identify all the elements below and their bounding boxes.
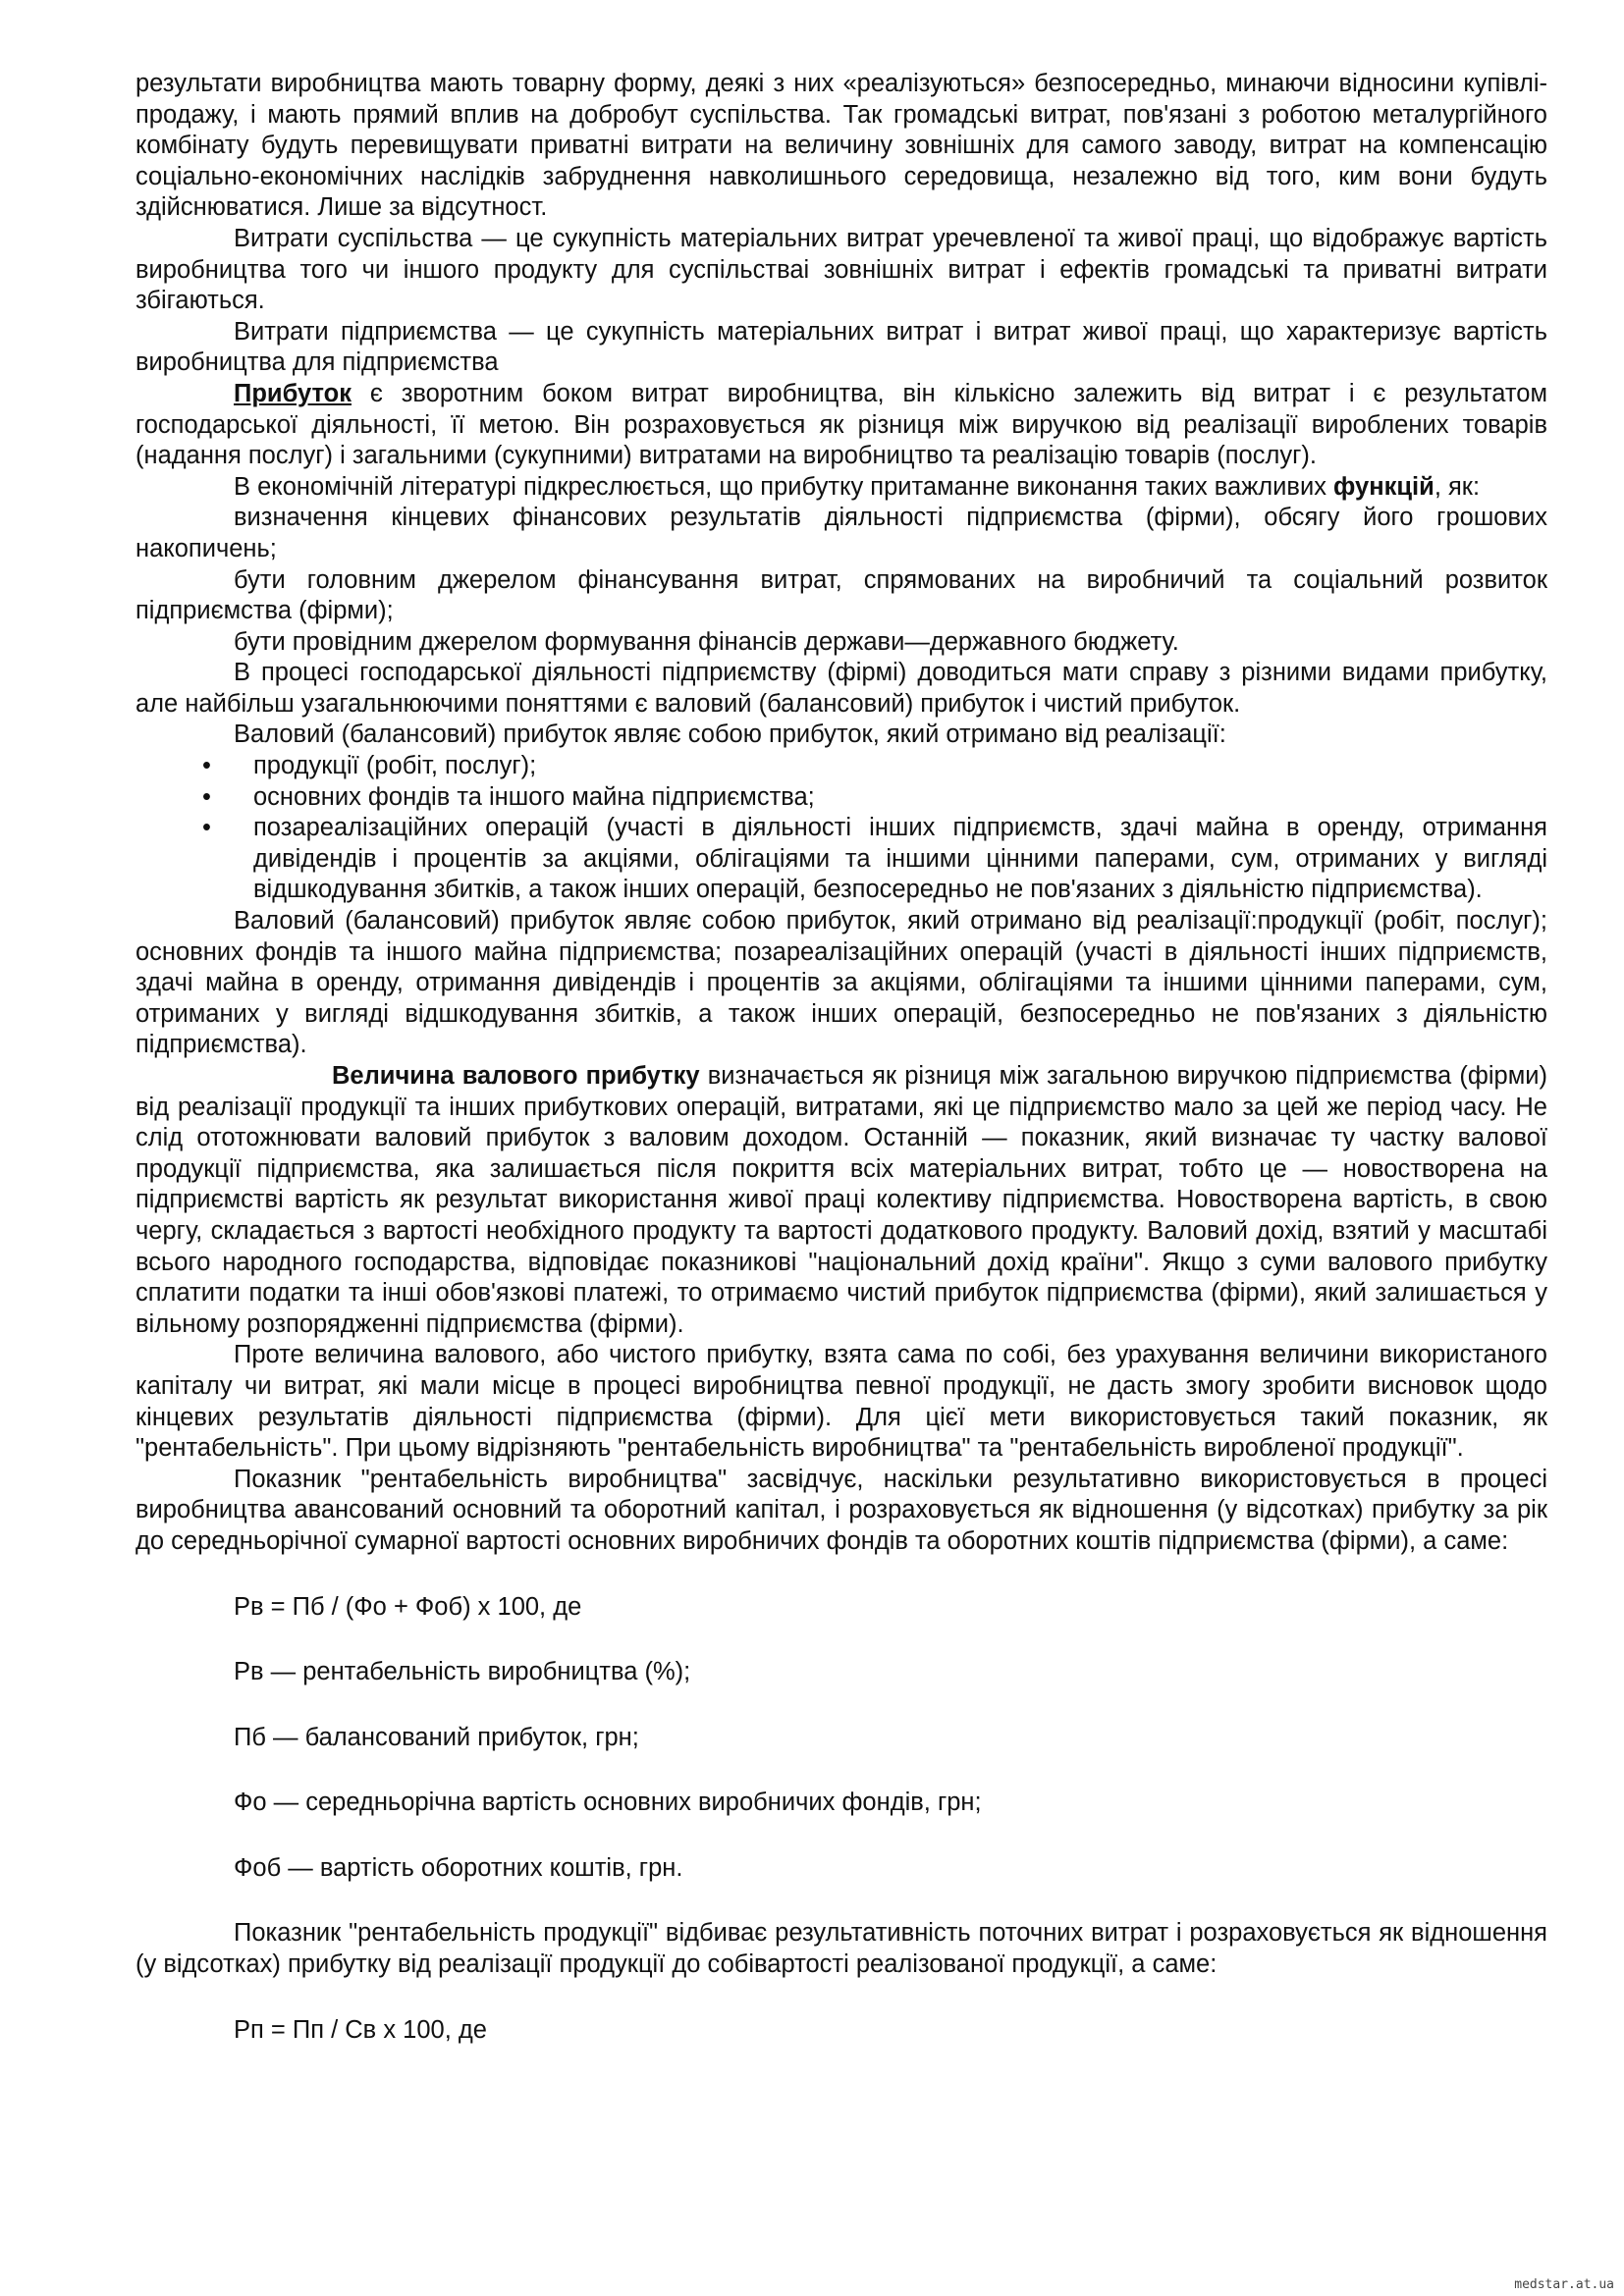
functions-intro-text: В економічній літературі підкреслюється, що прибутку притаманне виконання таких важливих: [234, 472, 1334, 501]
paragraph-society-costs: Витрати суспільства — це сукупність матеріальних витрат уречевленої та живої праці, що відображує вартість виробництва того чи іншого продукту для суспільстваі зовнішніх витрат і ефектів громадські та приватні витрати збігаються.: [135, 224, 1547, 315]
formula-def-fob: Фоб — вартість оборотних коштів, грн.: [234, 1853, 683, 1882]
bullet-icon: •: [202, 752, 211, 780]
paragraph-gross-profit-repeat: Валовий (балансовий) прибуток являє собою прибуток, який отримано від реалізації:продукції (робіт, послуг); основних фондів та іншого майна підприємства; позареалізаційних операцій (участі в діяльності інших підприємств, здачі майна в оренду, отримання дивідендів і процентів за акціями, облігаціями та іншими цінними паперами, сум, отриманих у вигляді відшкодування збитків, а також інших операцій, безпосередньо не пов'язаних з діяльністю підприємства).: [135, 907, 1547, 1059]
spacer: [135, 1558, 1547, 1592]
function-item-3: бути провідним джерелом формування фінансів держави—державного бюджету.: [234, 627, 1179, 656]
list-item: [135, 813, 1547, 906]
function-item-2: бути головним джерелом фінансування витрат, спрямованих на виробничий та соціальний розвиток підприємства (фірми);: [135, 565, 1547, 625]
gross-profit-value-text: визначається як різниця між загальною виручкою підприємства (фірми) від реалізації продукції та інших прибуткових операцій, витратами, які це підприємство мало за цей же період часу. Не слід ототожнювати валовий прибуток з валовим доходом. Останній — показник, який визначає ту частку валової продукції підприємства, яка залишається після покриття всіх матеріальних витрат, тобто це — новостворена на підприємстві вартість як результат використання живої праці колективу підприємства. Новостворена вартість, в свою чергу, складається з вартості необхідного продукту та вартості додаткового продукту. Валовий дохід, взятий у масштабі всього народного господарства, відповідає показникові "національний дохід країни". Якщо з суми валового прибутку сплатити податки та інші обов'язкові платежі, то отримаємо чистий прибуток підприємства (фірми), який залишається у вільному розпорядженні підприємства (фірми).: [135, 1062, 1547, 1338]
spacer: [135, 1884, 1547, 1918]
list-item-text: позареалізаційних операцій (участі в діяльності інших підприємств, здачі майна в оренду, отримання дивідендів і процентів за акціями, облігаціями та іншими цінними паперами, сум, отриманих у вигляді відшкодування збитків, а також інших операцій, безпосередньо не пов'язаних з діяльністю підприємства).: [253, 814, 1547, 904]
paragraph-gross-profit-value: [135, 1061, 1547, 1340]
term-gross-profit-value: Величина валового прибутку: [332, 1062, 700, 1090]
spacer: [135, 1753, 1547, 1788]
spacer: [135, 1623, 1547, 1657]
list-item-text: продукції (робіт, послуг);: [253, 752, 537, 780]
formula-def-pb: Пб — балансований прибуток, грн;: [234, 1723, 639, 1751]
watermark: medstar.at.ua: [1514, 2277, 1614, 2292]
paragraph-gross-profit-intro: Валовий (балансовий) прибуток являє собою прибуток, який отримано від реалізації:: [234, 721, 1226, 749]
formula-def-rv: Рв — рентабельність виробництва (%);: [234, 1658, 691, 1686]
spacer: [135, 1688, 1547, 1723]
bullet-icon: •: [202, 814, 211, 842]
formula-product-profitability: Рп = Пп / Св х 100, де: [234, 2015, 487, 2044]
functions-intro-end: , як:: [1434, 472, 1481, 501]
bullet-icon: •: [202, 782, 211, 811]
list-item: [135, 782, 1547, 814]
list-item: [135, 751, 1547, 782]
spacer: [135, 1981, 1547, 2015]
term-functions: функцій: [1333, 472, 1435, 501]
formula-production-profitability: Рв = Пб / (Фо + Фоб) х 100, де: [234, 1592, 582, 1621]
paragraph-profitability-intro: Проте величина валового, або чистого прибутку, взята сама по собі, без урахування величини використаного капіталу чи витрат, які мали місце в процесі виробництва певної продукції, не дасть змогу зробити висновок щодо кінцевих результатів діяльності підприємства (фірми). Для цієї мети використовується такий показник, як "рентабельність". При цьому відрізняють "рентабельність виробництва" та "рентабельність виробленої продукції".: [135, 1341, 1547, 1463]
paragraph-production-profitability: Показник "рентабельність виробництва" засвідчує, наскільки результативно використовується в процесі виробництва авансований основний та оборотний капітал, і розраховується як відношення (у відсотках) прибутку за рік до середньорічної сумарної вартості основних виробничих фондів та оборотних коштів підприємства (фірми), а саме:: [135, 1465, 1547, 1555]
paragraph-profit-definition: [135, 379, 1547, 472]
paragraph-enterprise-costs: Витрати підприємства — це сукупність матеріальних витрат і витрат живої праці, що характеризує вартість виробництва для підприємства: [135, 317, 1547, 377]
paragraph-profit-types: В процесі господарської діяльності підприємству (фірмі) доводиться мати справу з різними видами прибутку, але найбільш узагальнюючими поняттями є валовий (балансовий) прибуток і чистий прибуток.: [135, 659, 1547, 718]
profit-definition-text: є зворотним боком витрат виробництва, він кількісно залежить від витрат і є результатом господарської діяльності, її метою. Він розраховується як різниця між виручкою від реалізації вироблених товарів (надання послуг) і загальними (сукупними) витратами на виробництво та реалізацію товарів (послуг).: [135, 379, 1547, 470]
paragraph-product-profitability: Показник "рентабельність продукції" відбиває результативність поточних витрат і розраховується як відношення (у відсотках) прибутку від реалізації продукції до собівартості реалізованої продукції, а саме:: [135, 1919, 1547, 1979]
paragraph-functions-intro: [135, 472, 1547, 504]
list-item-text: основних фондів та іншого майна підприємства;: [253, 782, 815, 811]
spacer: [135, 1819, 1547, 1853]
paragraph-1: результати виробництва мають товарну форму, деякі з них «реалізуються» безпосередньо, минаючи відносини купівлі-продажу, і мають прямий вплив на добробут суспільства. Так громадські витрат, пов'язані з роботою металургійного комбінату будуть перевищувати приватні витрати на величину зовнішніх для самого заводу, витрат на компенсацію соціально-економічних наслідків забруднення навколишнього середовища, незалежно від того, ким вони будуть здійснюватися. Лише за відсутност.: [135, 70, 1547, 222]
formula-def-fo: Фо — середньорічна вартість основних виробничих фондів, грн;: [234, 1789, 982, 1817]
term-profit: Прибуток: [234, 379, 352, 407]
document-page: [135, 69, 1547, 2046]
gross-profit-sources-list: [135, 751, 1547, 906]
function-item-1: визначення кінцевих фінансових результатів діяльності підприємства (фірми), обсягу його грошових накопичень;: [135, 504, 1547, 562]
